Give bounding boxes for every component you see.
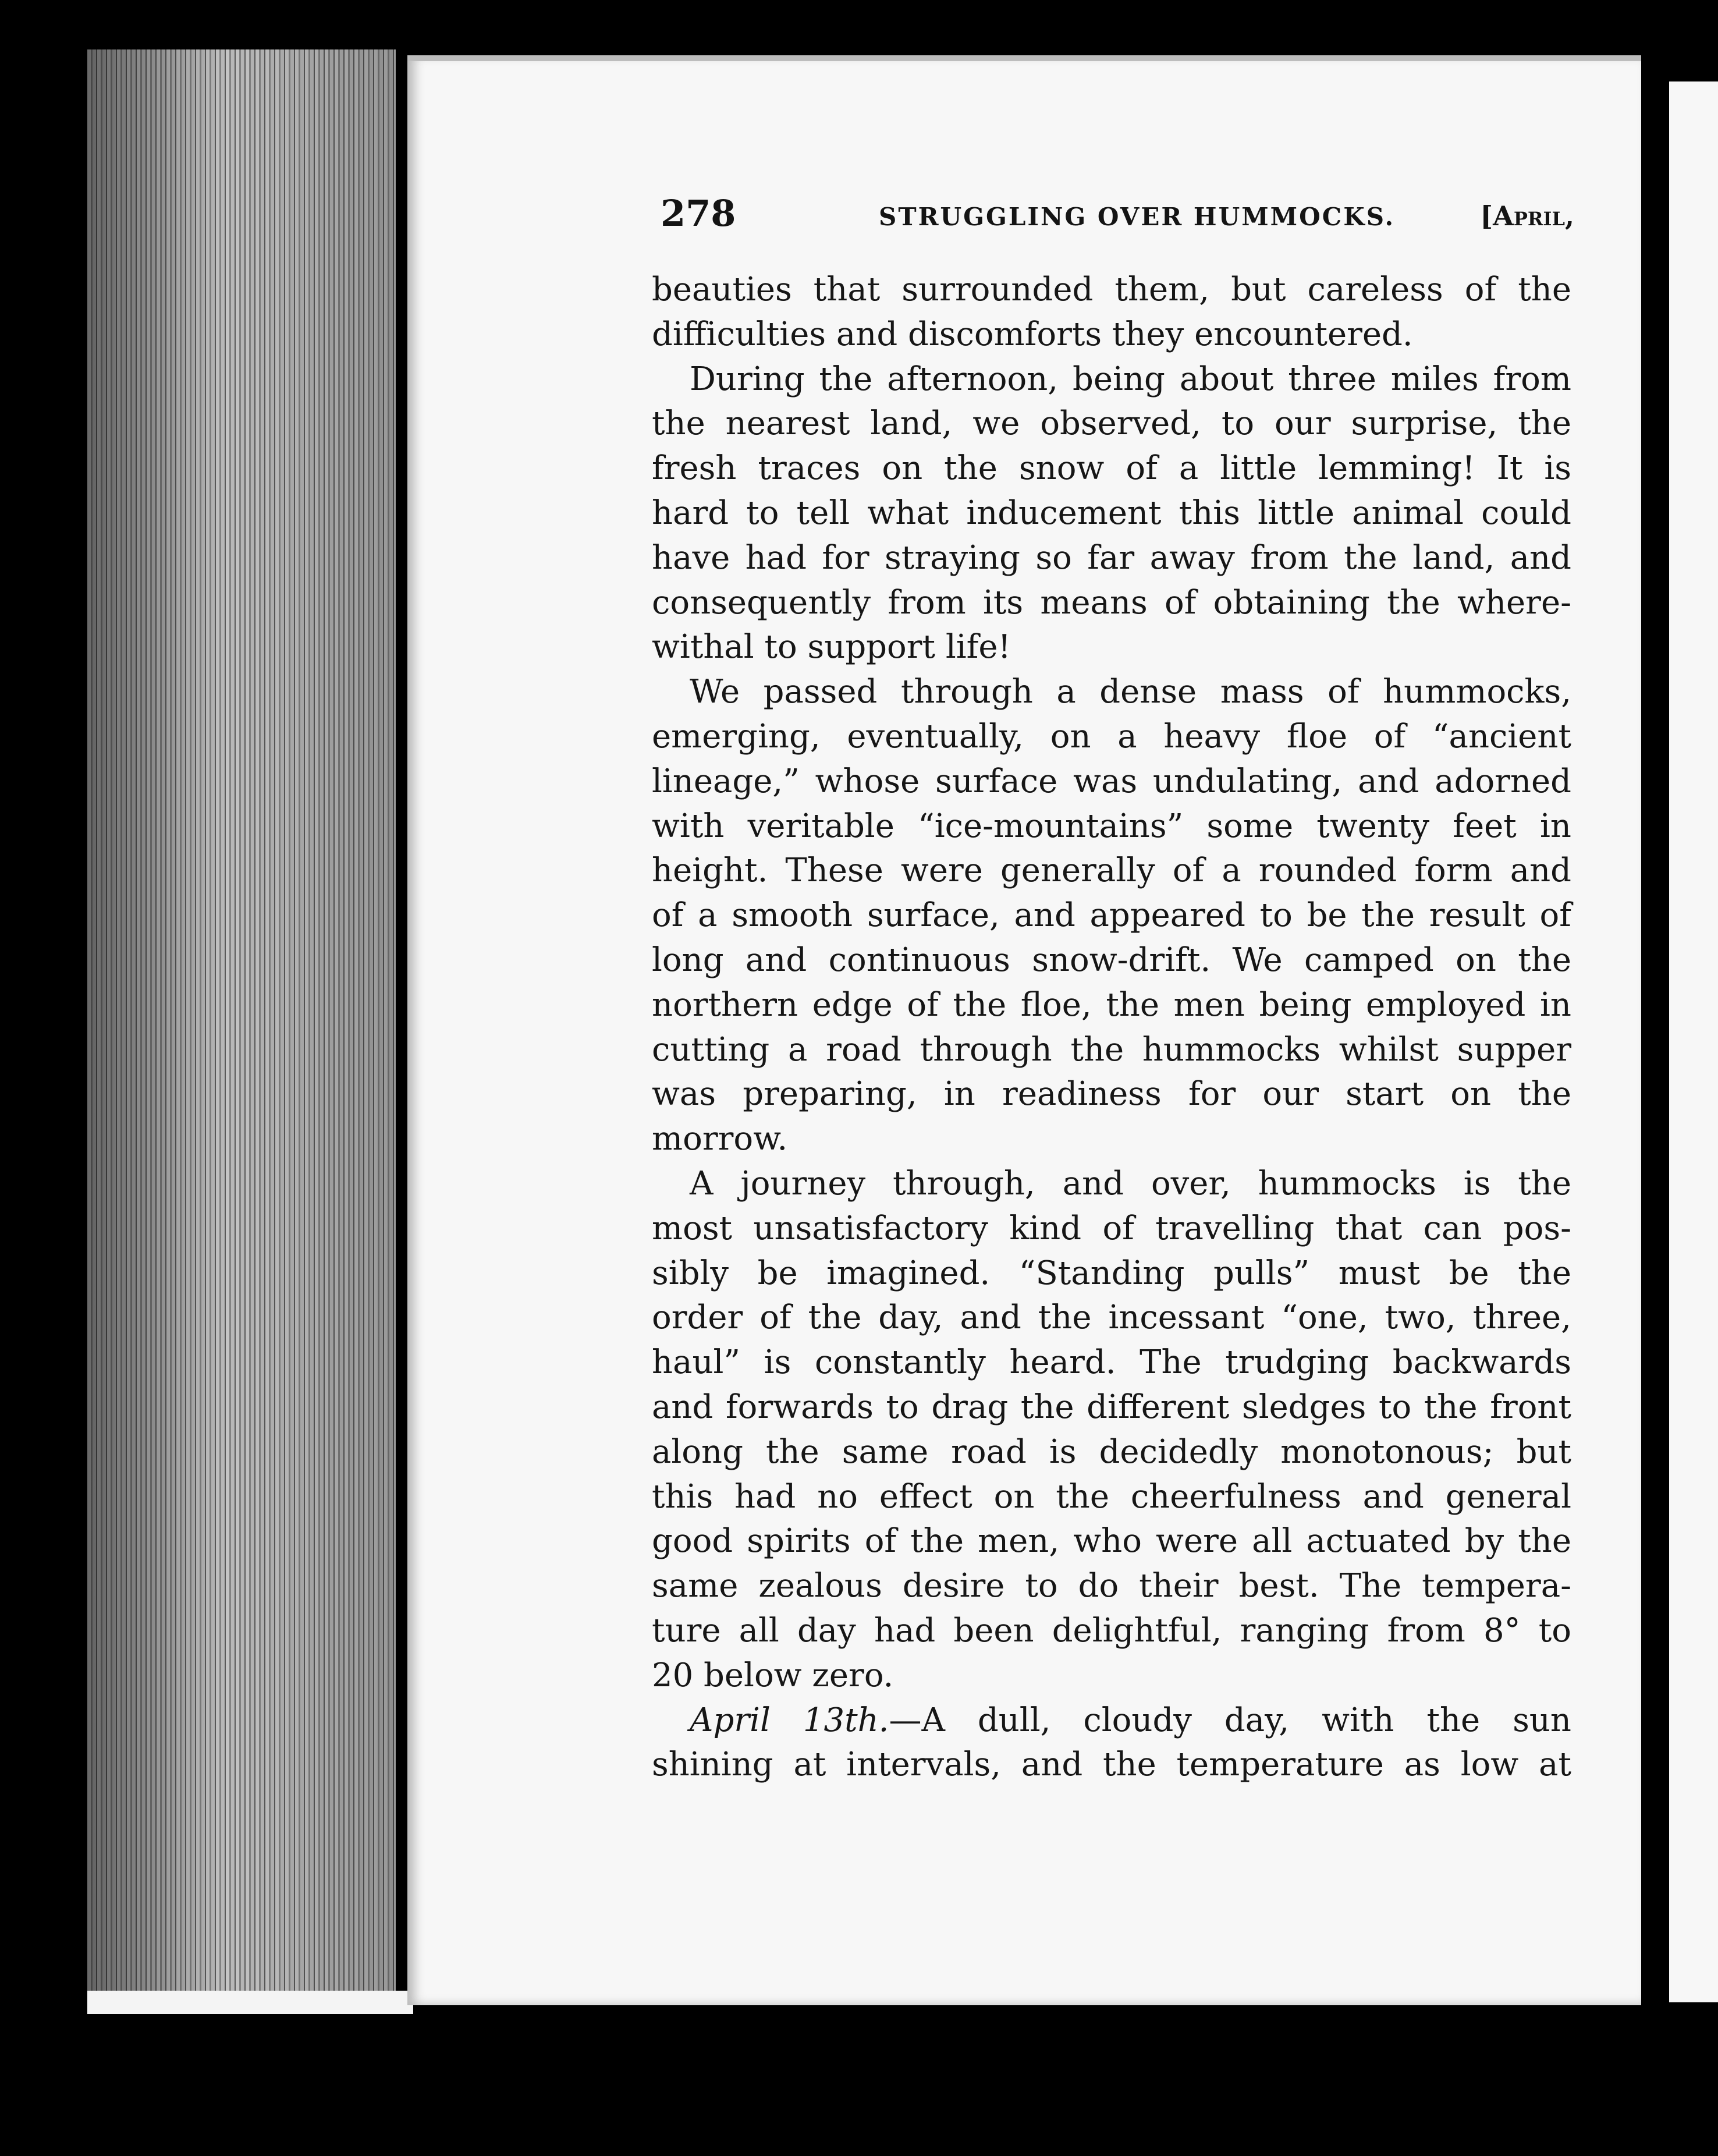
- page-edges-bottom: [87, 1991, 413, 2014]
- text-line: difficulties and discomforts they encountered.: [652, 315, 1413, 353]
- text-line: order of the day, and the incessant “one, two, three,: [652, 1299, 1571, 1337]
- text-line: this had no effect on the cheerfulness and general: [652, 1477, 1571, 1516]
- paragraph: [652, 1162, 1571, 1698]
- text-line: morrow.: [652, 1120, 788, 1158]
- text-line: with veritable “ice-mountains” some twenty feet in: [652, 807, 1571, 845]
- page-top-edge: [407, 55, 1641, 61]
- facing-page-edge: [1669, 81, 1718, 2002]
- text-line: of a smooth surface, and appeared to be the result of: [652, 896, 1571, 935]
- text-line: long and continuous snow-drift. We camped on the: [652, 941, 1571, 979]
- paragraph: [652, 268, 1571, 357]
- text-line: was preparing, in readiness for our start on the: [652, 1075, 1571, 1114]
- text-line: A journey through, and over, hummocks is the: [690, 1164, 1571, 1203]
- text-line: sibly be imagined. “Standing pulls” must be the: [652, 1254, 1571, 1292]
- page-number: 278: [661, 192, 736, 235]
- text-line: and forwards to drag the different sledges to the front: [652, 1388, 1571, 1426]
- paragraph: [652, 357, 1571, 671]
- text-line: along the same road is decidedly monotonous; but: [652, 1432, 1571, 1471]
- text-line: cutting a road through the hummocks whilst supper: [652, 1030, 1571, 1069]
- entry-date: April 13th.: [690, 1701, 889, 1739]
- paragraph: [652, 1698, 1571, 1788]
- text-line: lineage,” whose surface was undulating, and adorned: [652, 762, 1571, 800]
- page-edges-shadow: [87, 49, 396, 2005]
- text-line: good spirits of the men, who were all actuated by the: [652, 1522, 1571, 1561]
- paragraph: [652, 670, 1571, 1162]
- text-line: shining at intervals, and the temperature as low at: [652, 1746, 1571, 1784]
- text-line: haul” is constantly heard. The trudging backwards: [652, 1343, 1571, 1382]
- text-line: We passed through a dense mass of hummocks,: [690, 673, 1571, 711]
- text-fragment: —A dull, cloudy day, with the sun: [889, 1701, 1571, 1739]
- text-line: emerging, eventually, on a heavy floe of “ancient: [652, 717, 1571, 756]
- text-line: beauties that surrounded them, but careless of the: [652, 271, 1571, 308]
- running-head: STRUGGLING OVER HUMMOCKS.: [879, 203, 1396, 231]
- text-line-with-date: [652, 1698, 1571, 1743]
- page-header: [661, 192, 1574, 244]
- text-line: withal to support life!: [652, 628, 1011, 666]
- text-line: same zealous desire to do their best. The tempera-: [652, 1567, 1571, 1605]
- text-line: fresh traces on the snow of a little lemming! It is: [652, 449, 1571, 488]
- body-text: [652, 268, 1571, 1788]
- text-line: consequently from its means of obtaining the where-: [652, 583, 1571, 622]
- text-line: the nearest land, we observed, to our surprise, the: [652, 405, 1571, 443]
- text-line: ture all day had been delightful, ranging from 8° to: [652, 1611, 1571, 1650]
- text-line: During the afternoon, being about three miles from: [690, 360, 1571, 398]
- book-gutter: [1641, 55, 1669, 2005]
- month-tag: [April,: [1480, 200, 1574, 232]
- text-line: northern edge of the floe, the men being employed in: [652, 985, 1571, 1024]
- text-line: have had for straying so far away from the land, and: [652, 538, 1571, 577]
- text-line: most unsatisfactory kind of travelling that can pos-: [652, 1209, 1571, 1247]
- text-line: height. These were generally of a rounded form and: [652, 852, 1571, 890]
- text-line: hard to tell what inducement this little animal could: [652, 494, 1571, 532]
- text-line: 20 below zero.: [652, 1656, 894, 1694]
